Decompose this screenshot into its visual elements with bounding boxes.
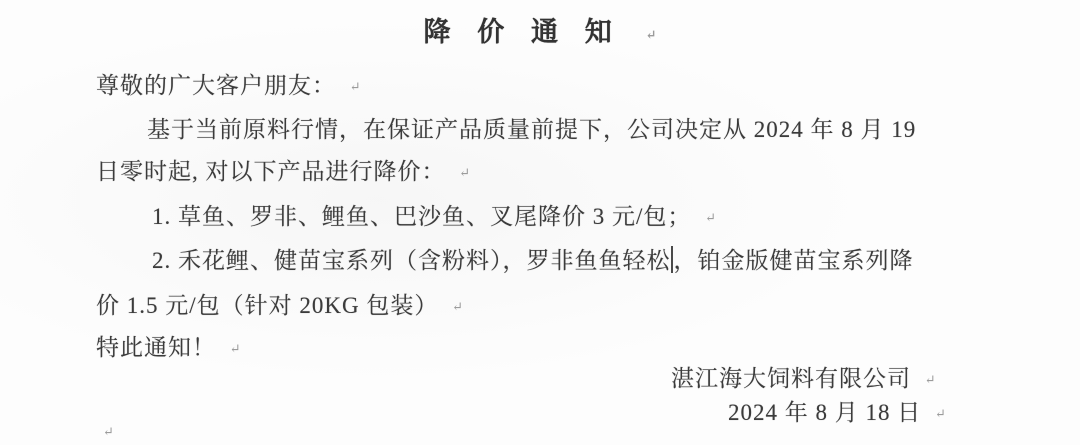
paragraph1-line1 [147,111,916,144]
paragraph-mark-icon: ↵ [459,165,471,180]
document-title-text: 降 价 通 知 [423,17,622,47]
price-item-2-text-after-cursor: ，铂金版健苗宝系列降 [673,248,914,273]
paragraph-mark-icon: ↵ [705,210,717,225]
signature-date-line [728,394,946,427]
price-item-2-line2 [96,287,463,320]
paragraph-mark-icon: ↵ [645,27,657,42]
closing-line [96,329,241,362]
price-item-2-line1 [152,242,914,275]
signature-date-text: 2024 年 8 月 18 日 [728,400,922,425]
price-item-2-text-before-cursor: 2. 禾花鲤、健苗宝系列（含粉料），罗非鱼鱼轻松 [152,248,671,273]
paragraph-mark-icon: ↵ [349,79,361,94]
price-item-2-line2-text: 价 1.5 元/包（针对 20KG 包装） [96,293,439,318]
paragraph1-line2 [96,153,470,186]
price-item-1-text: 1. 草鱼、罗非、鲤鱼、巴沙鱼、叉尾降价 3 元/包； [152,204,692,229]
salutation-text: 尊敬的广大客户朋友： [96,73,336,98]
paragraph-mark-icon: ↵ [935,406,946,421]
paragraph1-line1-text: 基于当前原料行情，在保证产品质量前提下，公司决定从 2024 年 8 月 19 [147,117,917,142]
paragraph1-line2-text: 日零时起, 对以下产品进行降价： [96,159,446,184]
paragraph-mark-icon: ↵ [452,299,464,314]
closing-text: 特此通知！ [96,335,216,360]
paragraph-mark-icon: ↵ [103,424,114,439]
signature-company-line [671,360,936,393]
paragraph-mark-icon: ↵ [229,341,241,356]
document-title [0,10,1080,49]
salutation-line [96,67,361,100]
price-item-1 [152,198,716,231]
paragraph-mark-icon: ↵ [924,372,936,387]
signature-company-text: 湛江海大饲料有限公司 [671,366,911,391]
text-cursor [671,246,673,273]
